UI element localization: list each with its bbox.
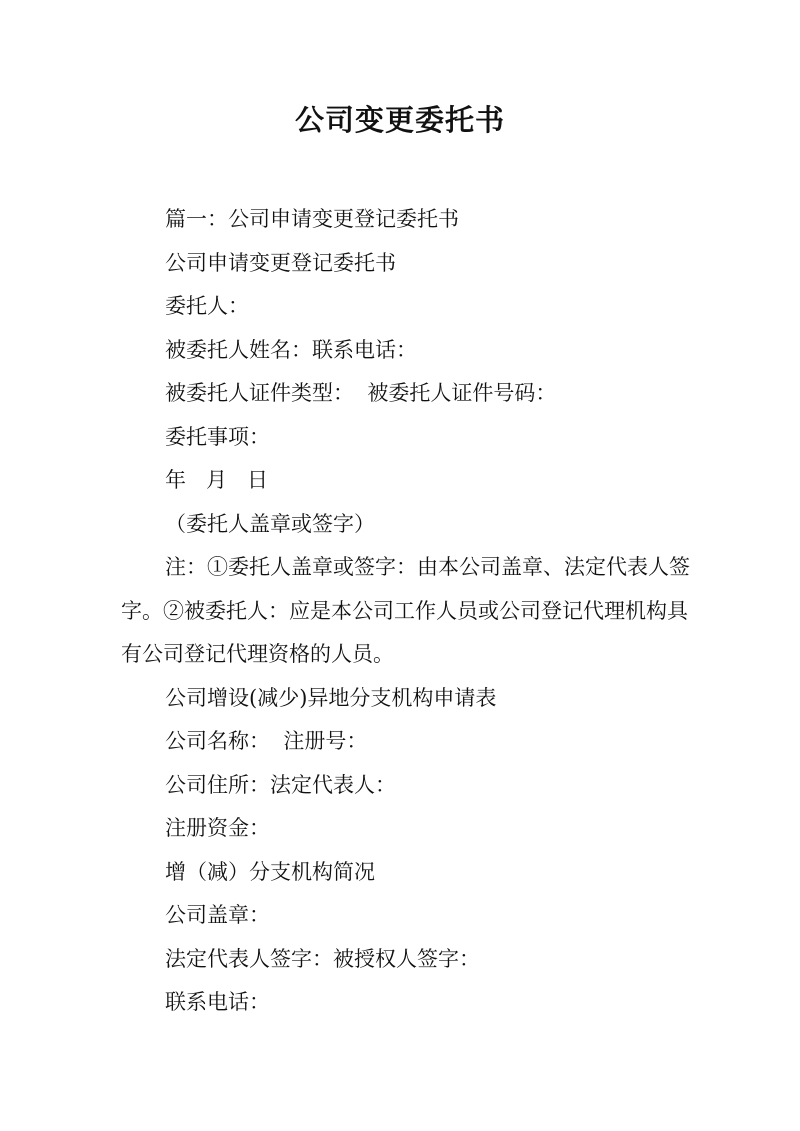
document-body xyxy=(121,198,691,1025)
paragraph-form-title: 公司申请变更登记委托书 xyxy=(165,250,396,275)
paragraph-agent-name-phone: 被委托人姓名：联系电话： xyxy=(165,337,417,362)
paragraph-contact-phone: 联系电话： xyxy=(165,990,270,1014)
paragraph-company-address: 公司住所：法定代表人： xyxy=(165,772,396,797)
paragraph-branch-overview: 增（减）分支机构简况 xyxy=(165,859,375,884)
paragraph-agent-id: 被委托人证件类型： 被委托人证件号码： xyxy=(165,381,557,405)
paragraph-registered-capital: 注册资金： xyxy=(165,816,270,840)
paragraph-company-name: 公司名称： 注册号： xyxy=(165,729,368,753)
document-title: 公司变更委托书 xyxy=(294,103,505,137)
paragraph-signatures: 法定代表人签字：被授权人签字： xyxy=(165,946,480,971)
paragraph-principal: 委托人： xyxy=(165,294,249,318)
paragraph-date: 年 月 日 xyxy=(165,468,269,492)
paragraph-section-heading: 篇一：公司申请变更登记委托书 xyxy=(165,207,459,231)
paragraph-company-seal: 公司盖章： xyxy=(165,903,270,927)
paragraph-entrusted-matters: 委托事项： xyxy=(165,424,270,449)
paragraph-seal-signature: （委托人盖章或签字） xyxy=(165,511,375,536)
paragraph-note: 注：①委托人盖章或签字：由本公司盖章、法定代表人签字。②被委托人：应是本公司工作人员或公司登记代理机构具有公司登记代理资格的人员。 xyxy=(121,555,690,666)
paragraph-branch-form-title: 公司增设(减少)异地分支机构申请表 xyxy=(165,685,497,710)
